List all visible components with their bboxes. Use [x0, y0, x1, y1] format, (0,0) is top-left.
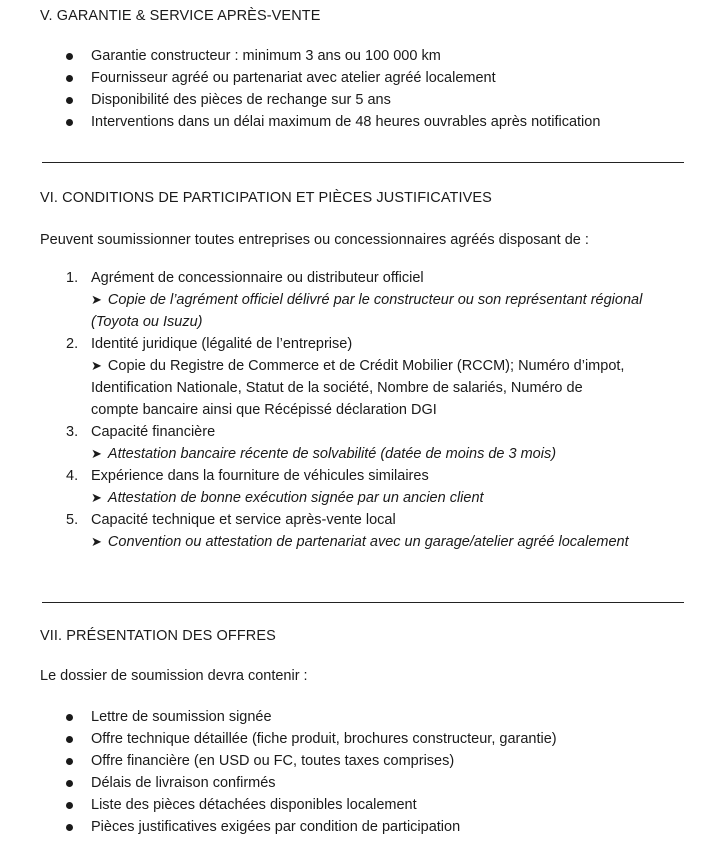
offers-intro: Le dossier de soumission devra contenir : — [40, 668, 308, 684]
bullet-icon — [66, 53, 73, 60]
section-divider — [42, 162, 684, 163]
bullet-icon — [66, 758, 73, 765]
section-divider — [42, 602, 684, 603]
bullet-icon — [66, 714, 73, 721]
bullet-icon — [66, 736, 73, 743]
arrow-icon: ➤ — [91, 490, 102, 505]
bullet-icon — [66, 824, 73, 831]
bullet-icon — [66, 780, 73, 787]
arrow-icon: ➤ — [91, 534, 102, 549]
section-title-warranty: V. GARANTIE & SERVICE APRÈS-VENTE — [40, 8, 321, 24]
bullet-icon — [66, 119, 73, 126]
document-page: V. GARANTIE & SERVICE APRÈS-VENTE Garantie constructeur : minimum 3 ans ou 100 000 km Fournisseur agréé ou partenariat avec atelier agréé localement Disponibilité des pièces de rechange sur 5 ans Interventions dans un délai maximum de 48 heures ouvrables après notification VI. CONDITIONS DE PARTICIPATION ET PIÈCES JUSTIFICATIVES Peuvent soumissionner toutes entreprises ou concessionnaires agréés disposant de : 1. Agrément de concessionnaire ou distributeur officiel ➤ Copie de l’agrément officiel délivré par le constructeur ou son représentant régional (Toyota ou Isuzu) 2. Identité juridique (légalité de l’entreprise) ➤ Copie du Registre de Commerce et de Crédit Mobilier (RCCM); Numéro d’impot, Identification Nationale, Statut de la société, Nombre de salariés, Numéro de compte bancaire ainsi que Récépissé déclaration DGI 3. Capacité financière ➤ Attestation bancaire récente de solvabilité (datée de moins de 3 mois) 4. Expérience dans la fourniture de véhicules similaires ➤ Attestation de bonne exécution signée par un ancien client 5. Capacité technique et service après-vente local ➤ Convention ou attestation de partenariat avec un garage/atelier agréé localement VII. PRÉSENTATION DES OFFRES Le dossier de soumission devra contenir : Lettre de soumission signée Offre technique détaillée (fiche produit, brochures constructeur, garantie) Offre financière (en USD ou FC, toutes taxes comprises) Délais de livraison confirmés Liste des pièces détachées disponibles localement Pièces justificatives exigées par condition de participation — [0, 0, 711, 844]
arrow-icon: ➤ — [91, 358, 102, 373]
bullet-icon — [66, 802, 73, 809]
arrow-icon: ➤ — [91, 292, 102, 307]
section-title-conditions: VI. CONDITIONS DE PARTICIPATION ET PIÈCES JUSTIFICATIVES — [40, 190, 492, 206]
section-title-offers: VII. PRÉSENTATION DES OFFRES — [40, 628, 276, 644]
bullet-icon — [66, 75, 73, 82]
arrow-icon: ➤ — [91, 446, 102, 461]
bullet-icon — [66, 97, 73, 104]
conditions-intro: Peuvent soumissionner toutes entreprises ou concessionnaires agréés disposant de : — [40, 232, 589, 248]
